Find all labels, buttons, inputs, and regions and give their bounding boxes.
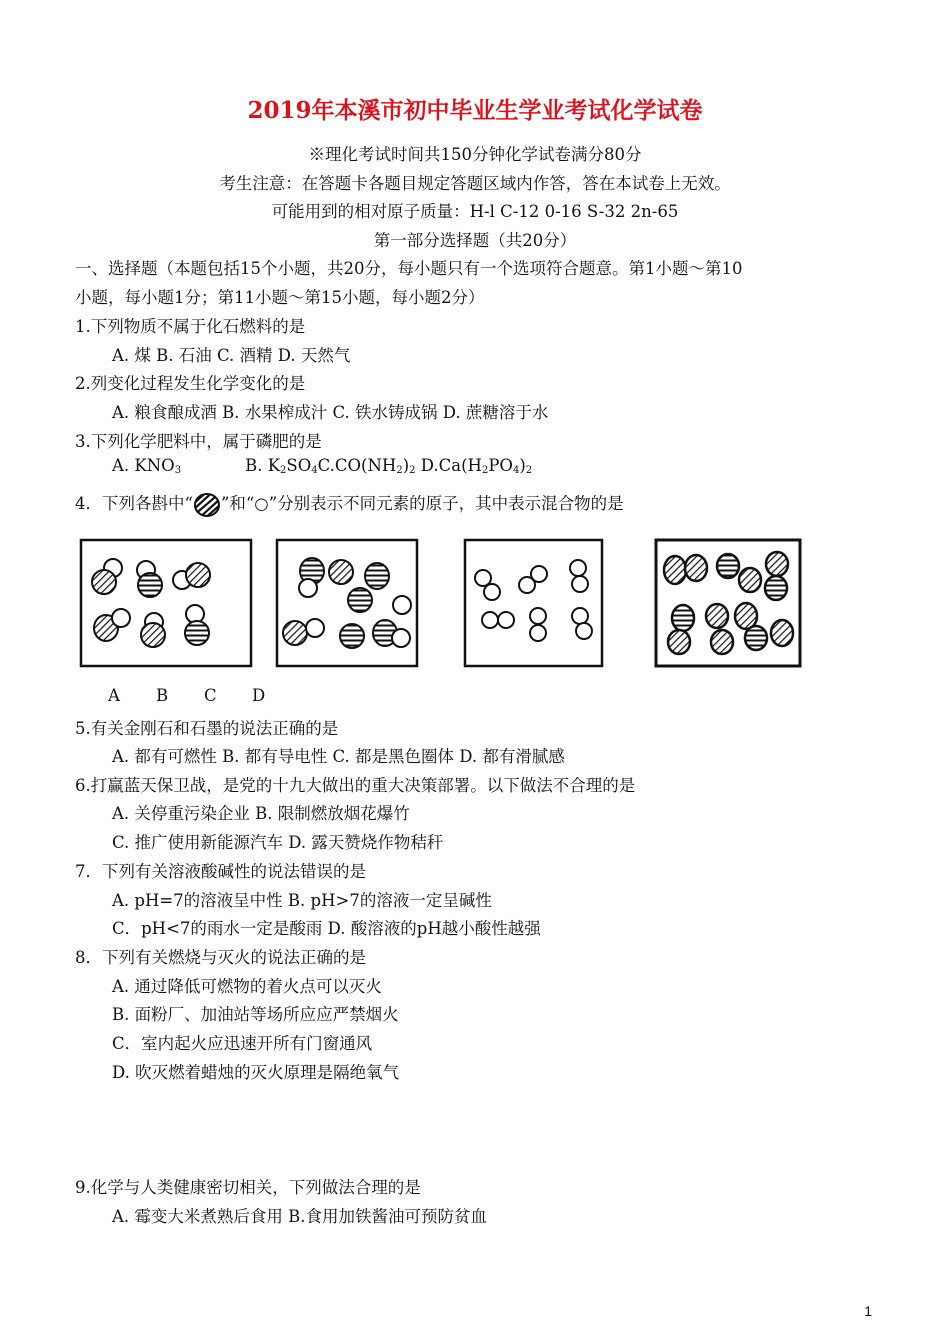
candidate-notice: 考生注意：在答题卡各题目规定答题区域内作答，答在本试卷上无效。 <box>219 174 731 193</box>
question-3-stem: 3.下列化学肥料中，属于磷肥的是 <box>75 432 322 451</box>
q3-option-d: $D.Ca(H_2PO_4)_2$ <box>415 456 533 476</box>
instructions-line-1: 一、选择题（本题包括15个小题，共20分，每小题只有一个选项符合题意。第1小题～第10 <box>75 259 743 278</box>
question-9-stem: 9.化学与人类健康密切相关，下列做法合理的是 <box>75 1178 421 1197</box>
section-heading: 第一部分选择题（共20分） <box>373 231 577 250</box>
question-7-options-1: A. pH=7的溶液呈中性 B. pH>7的溶液一定呈碱性 <box>112 891 492 910</box>
question-6-options-2: C. 推广使用新能源汽车 D. 露天赞烧作物秸秆 <box>112 833 444 852</box>
q4-figure-labels <box>108 686 300 705</box>
figure-label-a: A <box>108 686 120 705</box>
figure-label-c: C <box>204 686 217 705</box>
question-2-stem: 2.列变化过程发生化学变化的是 <box>75 374 306 393</box>
question-8-stem: 8．下列有关燃烧与灭火的说法正确的是 <box>75 948 366 967</box>
question-1-stem: 1.下列物质不属于化石燃料的是 <box>75 317 306 336</box>
question-2-options: A. 粮食酿成酒 B. 水果榨成汁 C. 铁水铸成锅 D. 蔗糖溶于水 <box>112 403 549 422</box>
figure-a <box>81 540 251 666</box>
figure-c <box>465 540 602 666</box>
atomic-masses: 可能用到的相对原子质量：H-l C-12 0-16 S-32 2n-65 <box>271 202 679 221</box>
question-8-option-b: B. 面粉厂、加油站等场所应应严禁烟火 <box>112 1005 399 1024</box>
instructions-line-2: 小题，每小题1分；第11小题～第15小题，每小题2分） <box>75 288 485 307</box>
question-8-option-c: C．室内起火应迅速开所有门窗通风 <box>112 1034 373 1053</box>
q4-particle-figures <box>0 538 950 668</box>
q3-option-b: B. $K_2SO_4C.CO(NH_2)_2$ <box>245 456 416 476</box>
question-1-options: A. 煤 B. 石油 C. 酒精 D. 天然气 <box>112 346 351 365</box>
exam-title: 2019年本溪市初中毕业生学业考试化学试卷 <box>247 97 703 124</box>
question-7-stem: 7．下列有关溶液酸碱性的说法错误的是 <box>75 862 366 881</box>
question-8-option-d: D. 吹灭燃着蜡烛的灭火原理是隔绝氧气 <box>112 1063 400 1082</box>
question-5-stem: 5.有关金刚石和石墨的说法正确的是 <box>75 719 339 738</box>
figure-b <box>277 540 417 666</box>
figure-label-d: D <box>252 686 266 705</box>
figure-label-b: B <box>156 686 169 705</box>
exam-time-note: ※理化考试时间共150分钟化学试卷满分80分 <box>308 145 642 164</box>
page-number: 1 <box>864 1303 872 1319</box>
question-8-option-a: A. 通过降低可燃物的着火点可以灭火 <box>112 977 382 996</box>
figure-d <box>656 540 800 666</box>
question-9-options: A. 霉变大米煮熟后食用 B.食用加铁酱油可预防贫血 <box>112 1207 488 1226</box>
hatched-atom-icon <box>193 492 221 518</box>
question-6-options-1: A. 关停重污染企业 B. 限制燃放烟花爆竹 <box>112 804 410 823</box>
question-6-stem: 6.打赢蓝天保卫战，是党的十九大做出的重大决策部署。以下做法不合理的是 <box>75 776 636 795</box>
question-4-stem: 4．下列各斟中“ ”和“○”分别表示不同元素的原子，其中表示混合物的是 <box>75 490 624 518</box>
q3-option-a: A. $KNO_3$ <box>112 456 182 476</box>
question-3-options <box>112 456 532 476</box>
question-5-options: A. 都有可燃性 B. 都有导电性 C. 都是黑色圈体 D. 都有滑腻感 <box>112 747 565 766</box>
question-7-options-2: C．pH<7的雨水一定是酸雨 D. 酸溶液的pH越小酸性越强 <box>112 919 541 938</box>
